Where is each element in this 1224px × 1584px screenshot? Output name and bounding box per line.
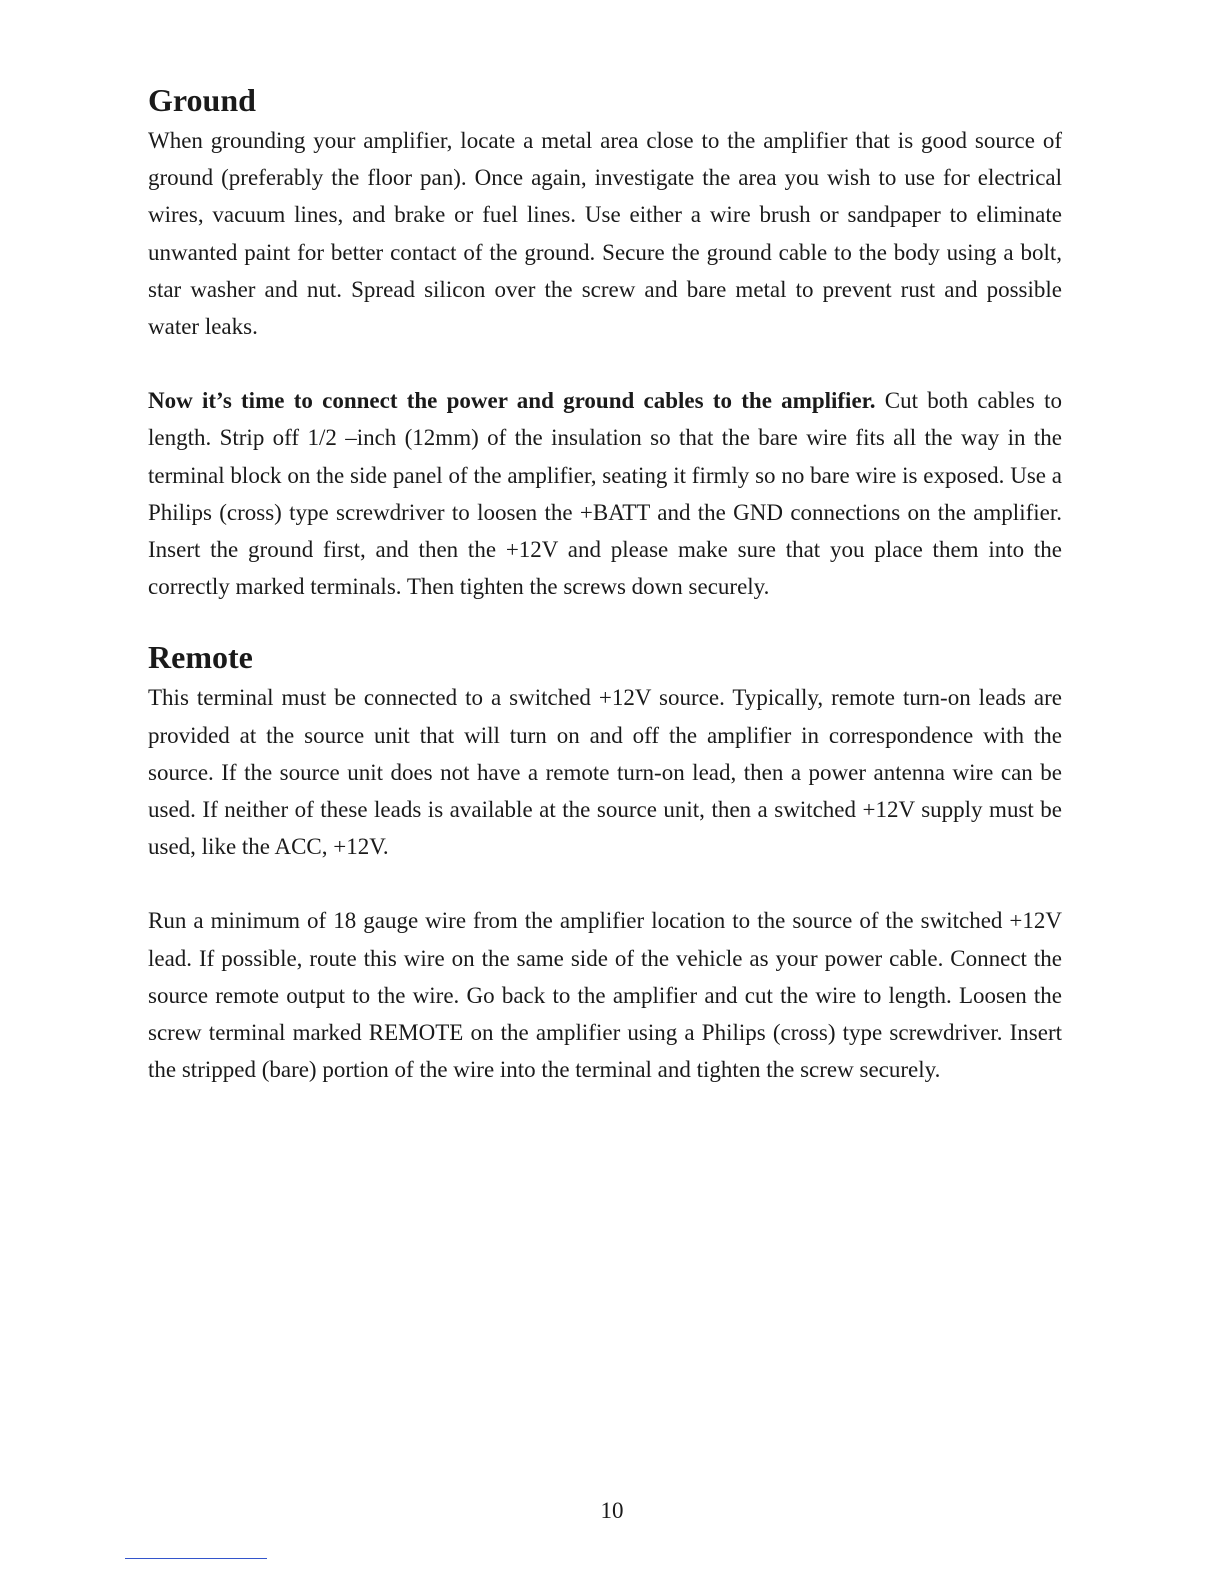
ground-paragraph-1: When grounding your amplifier, locate a metal area close to the amplifier that is good source of ground (preferably the floor pan). Once again, investigate the area you wish to use for electrical wires, vacuum lines, and brake or fuel lines. Use either a wire brush or sandpaper to eliminate unwanted paint for better contact of the ground. Secure the ground cable to the body using a bolt, star washer and nut. Spread silicon over the screw and bare metal to prevent rust and possible water leaks. [148, 128, 1062, 340]
ground-paragraph-2-lead: Now it’s time to connect the power and ground cables to the amplifier. [148, 388, 876, 414]
ground-heading: Ground [148, 82, 256, 118]
document-page [148, 80, 1062, 1088]
paragraph-spacer [148, 345, 1062, 382]
ground-paragraph-2-body: Cut both cables to length. Strip off 1/2 –inch (12mm) of the insulation so that the bare wire fits all the way in the terminal block on the side panel of the amplifier, seating it firmly so no bare wire is exposed. Use a Philips (cross) type screwdriver to loosen the +BATT and the GND connections on the amplifier. Insert the ground first, and then the +12V and please make sure that you place them into the correctly marked terminals. Then tighten the screws down securely. [148, 388, 1062, 600]
remote-paragraph-1: This terminal must be connected to a switched +12V source. Typically, remote turn-on leads are provided at the source unit that will turn on and off the amplifier in correspondence with the source. If the source unit does not have a remote turn-on lead, then a power antenna wire can be used. If neither of these leads is available at the source unit, then a switched +12V supply must be used, like the ACC, +12V. [148, 685, 1062, 860]
footer-rule [125, 1558, 267, 1559]
section-spacer [148, 605, 1062, 637]
paragraph-spacer [148, 865, 1062, 902]
page-number: 10 [600, 1498, 624, 1523]
remote-heading: Remote [148, 639, 253, 676]
ground-paragraph-2 [148, 382, 1062, 605]
remote-paragraph-2: Run a minimum of 18 gauge wire from the amplifier location to the source of the switched +12V lead. If possible, route this wire on the same side of the vehicle as your power cable. Connect the source remote output to the wire. Go back to the amplifier and cut the wire to length. Loosen the screw terminal marked REMOTE on the amplifier using a Philips (cross) type screwdriver. Insert the stripped (bare) portion of the wire into the terminal and tighten the screw securely. [148, 908, 1062, 1083]
